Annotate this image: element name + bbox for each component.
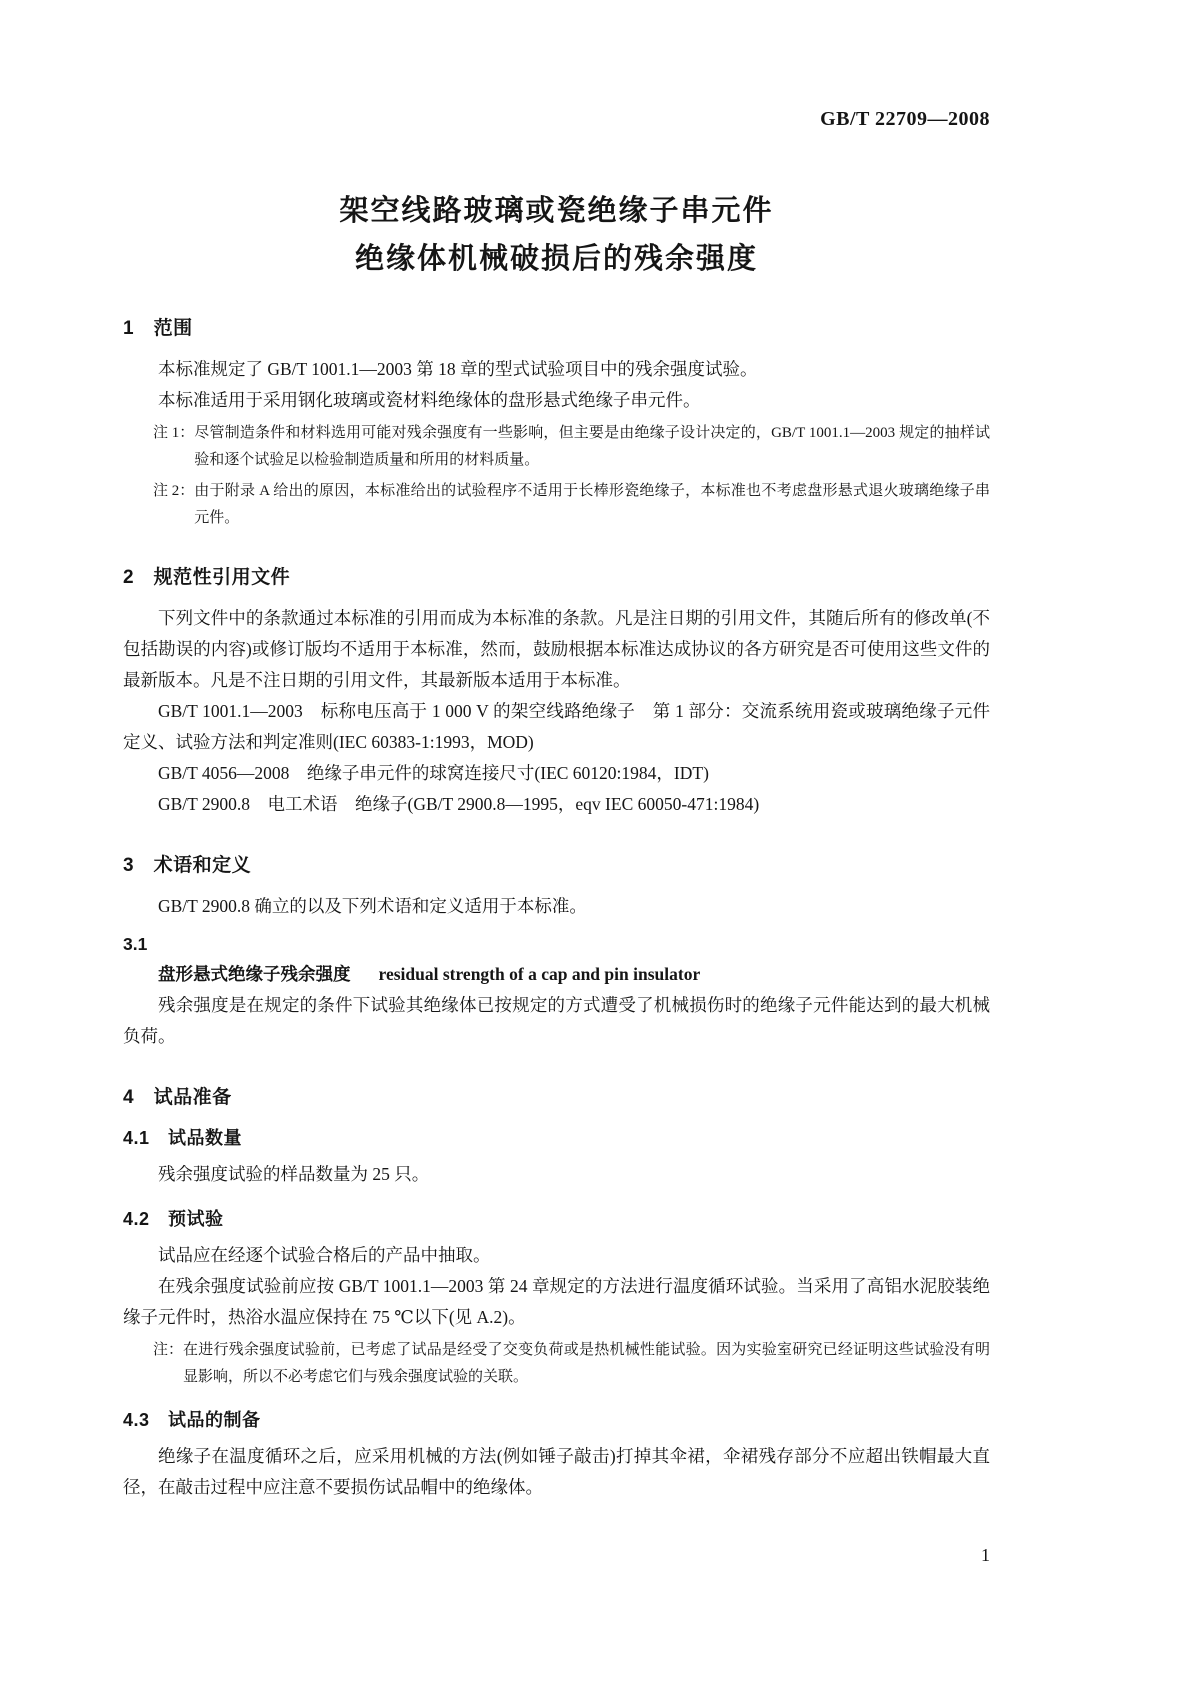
note-label: 注 2： bbox=[153, 483, 195, 499]
note-text: 由于附录 A 给出的原因，本标准给出的试验程序不适用于长棒形瓷绝缘子，本标准也不考虑盘形悬式退火玻璃绝缘子串元件。 bbox=[194, 483, 990, 526]
subsection-42-paragraph-1: 试品应在经逐个试验合格后的产品中抽取。 bbox=[158, 1245, 491, 1265]
section-scope bbox=[123, 313, 990, 532]
subsection-41-paragraph: 残余强度试验的样品数量为 25 只。 bbox=[158, 1164, 430, 1184]
reference-item-2: GB/T 4056—2008 绝缘子串元件的球窝连接尺寸(IEC 60120:1984，IDT) bbox=[158, 763, 709, 783]
subsection-42-paragraph-2: 在残余强度试验前应按 GB/T 1001.1—2003 第 24 章规定的方法进行温度循环试验。当采用了高铝水泥胶装绝缘子元件时，热浴水温应保持在 75 ℃以下(见 A.2)。 bbox=[123, 1276, 990, 1327]
subsection-43-heading: 4.3 试品的制备 bbox=[123, 1410, 261, 1430]
term-definition-title bbox=[123, 959, 990, 990]
references-intro: 下列文件中的条款通过本标准的引用而成为本标准的条款。凡是注日期的引用文件，其随后所有的修改单(不包括勘误的内容)或修订版均不适用于本标准，然而，鼓励根据本标准达成协议的各方研究是否可使用这些文件的最新版本。凡是不注日期的引用文件，其最新版本适用于本标准。 bbox=[123, 608, 990, 690]
term-definition-text: 残余强度是在规定的条件下试验其绝缘体已按规定的方式遭受了机械损伤时的绝缘子元件能达到的最大机械负荷。 bbox=[123, 995, 990, 1046]
note-text: 在进行残余强度试验前，已考虑了试品是经受了交变负荷或是热机械性能试验。因为实验室研究已经证明这些试验没有明显影响，所以不必考虑它们与残余强度试验的关联。 bbox=[183, 1342, 990, 1385]
subsection-41-heading: 4.1 试品数量 bbox=[123, 1128, 243, 1148]
note-text: 尽管制造条件和材料选用可能对残余强度有一些影响，但主要是由绝缘子设计决定的，GB/T 1001.1—2003 规定的抽样试验和逐个试验足以检验制造质量和所用的材料质量。 bbox=[194, 425, 990, 468]
section-terms-definitions bbox=[123, 850, 990, 1052]
subsection-42-heading: 4.2 预试验 bbox=[123, 1209, 224, 1229]
page-number: 1 bbox=[981, 1545, 990, 1565]
scope-paragraph-2: 本标准适用于采用钢化玻璃或瓷材料绝缘体的盘形悬式绝缘子串元件。 bbox=[158, 390, 701, 410]
title-line-2: 绝缘体机械破损后的残余强度 bbox=[354, 243, 758, 275]
document-title bbox=[123, 187, 990, 283]
title-line-1: 架空线路玻璃或瓷绝缘子串元件 bbox=[339, 195, 774, 227]
terms-intro: GB/T 2900.8 确立的以及下列术语和定义适用于本标准。 bbox=[158, 896, 587, 916]
section-terms-heading: 3 术语和定义 bbox=[123, 855, 252, 876]
subsection-43-paragraph: 绝缘子在温度循环之后，应采用机械的方法(例如锤子敲击)打掉其伞裙，伞裙残存部分不应超出铁帽最大直径，在敲击过程中应注意不要损伤试品帽中的绝缘体。 bbox=[123, 1446, 990, 1497]
subsection-42-note bbox=[153, 1337, 990, 1391]
note-label: 注： bbox=[153, 1342, 184, 1358]
term-english: residual strength of a cap and pin insulator bbox=[378, 964, 701, 984]
standard-number: GB/T 22709—2008 bbox=[820, 108, 990, 130]
reference-item-3: GB/T 2900.8 电工术语 绝缘子(GB/T 2900.8—1995，eqv IEC 60050-471:1984) bbox=[158, 794, 760, 814]
scope-note-2 bbox=[153, 478, 990, 532]
scope-paragraph-1: 本标准规定了 GB/T 1001.1—2003 第 18 章的型式试验项目中的残余强度试验。 bbox=[158, 359, 758, 379]
note-label: 注 1： bbox=[153, 425, 195, 441]
section-references-heading: 2 规范性引用文件 bbox=[123, 567, 291, 588]
terms-clause-number: 3.1 bbox=[123, 934, 148, 954]
section-specimen-preparation bbox=[123, 1082, 990, 1503]
term-chinese: 盘形悬式绝缘子残余强度 bbox=[158, 964, 351, 984]
section-normative-references bbox=[123, 562, 1008, 820]
page-content bbox=[123, 0, 1008, 1566]
reference-item-1: GB/T 1001.1—2003 标称电压高于 1 000 V 的架空线路绝缘子 第 1 部分：交流系统用瓷或玻璃绝缘子元件 定义、试验方法和判定准则(IEC 60383-1:1993，MOD) bbox=[123, 701, 1008, 752]
scope-note-1 bbox=[153, 420, 990, 474]
section-preparation-heading: 4 试品准备 bbox=[123, 1087, 232, 1108]
section-scope-heading: 1 范围 bbox=[123, 318, 193, 339]
